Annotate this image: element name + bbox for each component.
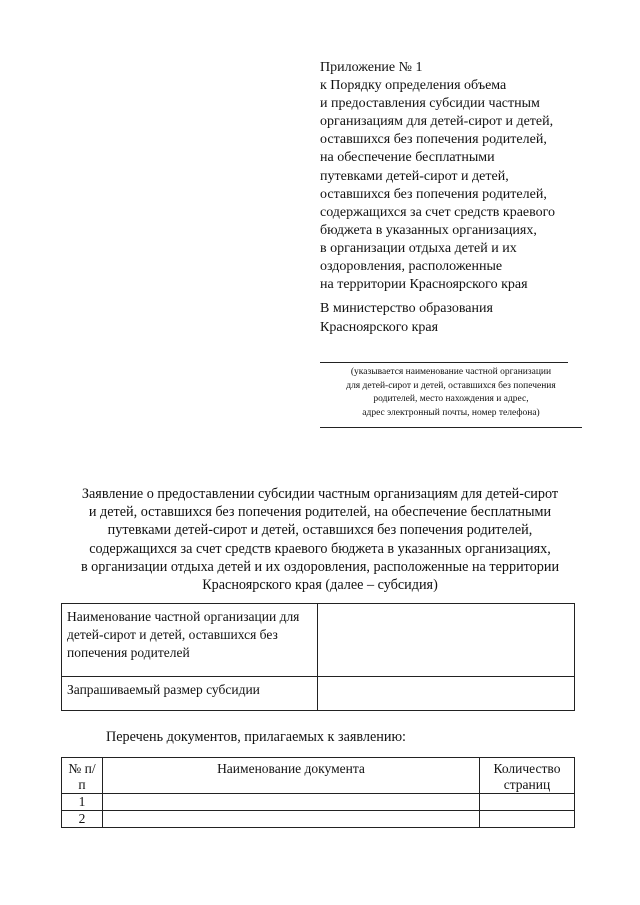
applicant-fill-line xyxy=(320,362,568,363)
appendix-line: на территории Красноярского края xyxy=(320,277,528,293)
org-name-label: Наименование частной организации для детей-сирот и детей, оставшихся без попечения родителей xyxy=(62,604,318,677)
statement-title xyxy=(50,485,590,594)
appendix-line: оставшихся без попечения родителей, xyxy=(320,186,547,202)
appendix-line: оставшихся без попечения родителей, xyxy=(320,132,547,148)
organization-info-table xyxy=(61,603,575,711)
title-line: путевками детей-сирот и детей, оставшихся без попечения родителей, xyxy=(107,522,533,539)
title-line: Заявление о предоставлении субсидии частным организациям для детей-сирот xyxy=(81,486,559,502)
col-num-header: № п/п xyxy=(62,758,103,794)
row-num: 2 xyxy=(62,811,103,828)
appendix-line: и предоставления субсидии частным xyxy=(320,96,540,112)
subsidy-amount-value[interactable] xyxy=(318,677,575,711)
addressee-line: В министерство образования xyxy=(320,301,493,316)
col-name-header: Наименование документа xyxy=(103,758,480,794)
addressee xyxy=(320,299,620,337)
documents-header-row xyxy=(62,758,575,794)
hint-line: (указывается наименование частной организации xyxy=(350,367,552,377)
hint-line: для детей-сирот и детей, оставшихся без попечения xyxy=(346,380,556,391)
subsidy-amount-label: Запрашиваемый размер субсидии xyxy=(62,677,318,711)
applicant-hint xyxy=(322,366,580,420)
appendix-line: организациям для детей-сирот и детей, xyxy=(320,114,554,130)
row-pages[interactable] xyxy=(480,794,575,811)
title-line: содержащихся за счет средств краевого бюджета в указанных организациях, xyxy=(89,540,551,557)
appendix-line: содержащихся за счет средств краевого xyxy=(320,204,556,220)
row-pages[interactable] xyxy=(480,811,575,828)
title-line: Красноярского края (далее – субсидия) xyxy=(202,577,438,594)
applicant-fill-line-bottom xyxy=(320,427,582,428)
documents-heading: Перечень документов, прилагаемых к заявлению: xyxy=(106,729,407,745)
appendix-line: к Порядку определения объема xyxy=(320,78,507,94)
appendix-line: Приложение № 1 xyxy=(320,60,423,75)
hint-line: адрес электронный почты, номер телефона) xyxy=(362,407,540,418)
addressee-line: Красноярского края xyxy=(320,320,439,335)
table-row xyxy=(62,604,575,677)
appendix-line: бюджета в указанных организациях, xyxy=(320,222,537,238)
table-row xyxy=(62,811,575,828)
table-row xyxy=(62,794,575,811)
appendix-header xyxy=(320,59,620,294)
col-pages-header: Количество страниц xyxy=(480,758,575,794)
appendix-line: на обеспечение бесплатными xyxy=(320,150,495,166)
documents-table xyxy=(61,757,575,828)
title-line: в организации отдыха детей и их оздоровления, расположенные на территории xyxy=(80,558,560,575)
row-doc-name[interactable] xyxy=(103,794,480,811)
hint-line: родителей, место нахождения и адрес, xyxy=(373,394,529,404)
appendix-line: оздоровления, расположенные xyxy=(320,259,503,275)
table-row xyxy=(62,677,575,711)
row-num: 1 xyxy=(62,794,103,811)
title-line: и детей, оставшихся без попечения родителей, на обеспечение бесплатными xyxy=(88,504,552,521)
row-doc-name[interactable] xyxy=(103,811,480,828)
appendix-line: в организации отдыха детей и их xyxy=(320,240,517,256)
org-name-value[interactable] xyxy=(318,604,575,677)
appendix-line: путевками детей-сирот и детей, xyxy=(320,168,509,184)
